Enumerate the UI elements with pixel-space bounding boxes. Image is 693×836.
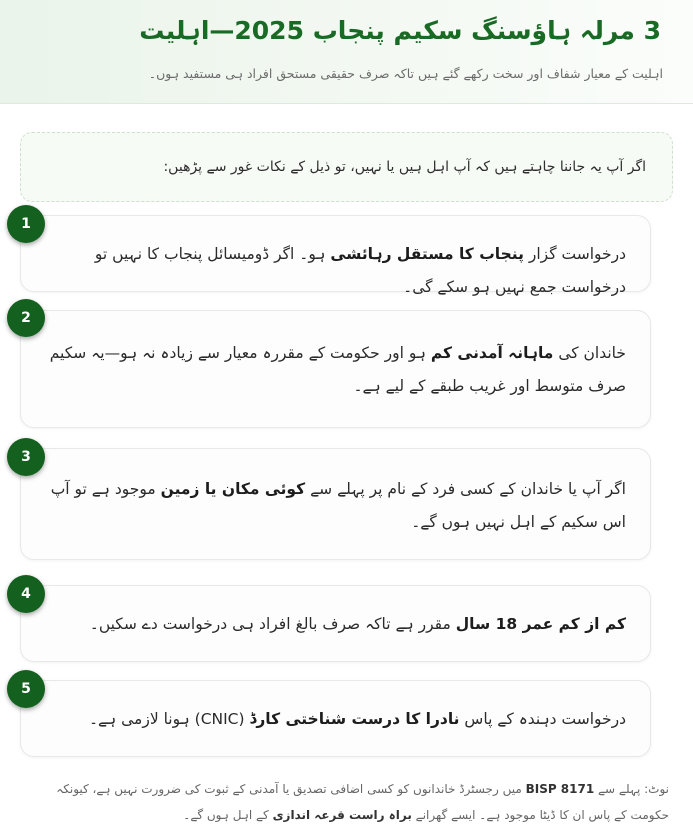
page-title: 3 مرلہ ہاؤسنگ سکیم پنجاب 2025—اہلیت <box>139 16 661 45</box>
criterion-text-part: درخواست دہندہ کے پاس <box>459 710 626 728</box>
note-emphasis: براہ راست قرعہ اندازی <box>272 808 412 822</box>
criterion-number-badge-2: 2 <box>7 299 45 337</box>
criterion-text-part: ہو۔ اگر ڈومیسائل پنجاب کا نہیں تو درخواست جمع نہیں ہو سکے گی۔ <box>94 245 626 296</box>
criterion-card-1 <box>20 215 651 296</box>
footer-note <box>29 776 669 828</box>
criterion-emphasis: کم از کم عمر 18 سال <box>455 615 626 633</box>
criterion-text-4 <box>46 608 626 641</box>
criterion-card-5 <box>20 680 651 757</box>
criterion-emphasis: پنجاب کا مستقل رہائشی <box>330 245 524 263</box>
criterion-text-part: خاندان کی <box>553 344 626 362</box>
criterion-emphasis: نادرا کا درست شناختی کارڈ <box>249 710 460 728</box>
note-emphasis: BISP 8171 <box>525 782 595 796</box>
criterion-text-3 <box>36 473 626 539</box>
criterion-card-4 <box>20 585 651 662</box>
criterion-card-2 <box>20 310 651 428</box>
intro-box <box>20 132 673 202</box>
note-text-part: کے اہل ہوں گے۔ <box>183 808 273 822</box>
criterion-emphasis: کوئی مکان یا زمین <box>160 480 306 498</box>
criterion-text-1 <box>46 238 626 304</box>
note-text-part: میں رجسٹرڈ خاندانوں کو کسی اضافی تصدیق یا آمدنی کے ثبوت کی ضرورت نہیں ہے، کیونکہ حکومت کے پاس ان کا ڈیٹا موجود ہے۔ ایسے گھرانے <box>56 782 669 822</box>
note-text-part: نوٹ: پہلے سے <box>594 782 669 796</box>
criterion-text-2 <box>36 337 626 403</box>
intro-text: اگر آپ یہ جاننا چاہتے ہیں کہ آپ اہل ہیں یا نہیں، تو ذیل کے نکات غور سے پڑھیں: <box>163 159 646 175</box>
criterion-number-badge-3: 3 <box>7 438 45 476</box>
page-subtitle: اہلیت کے معیار شفاف اور سخت رکھے گئے ہیں تاکہ صرف حقیقی مستحق افراد ہی مستفید ہوں۔ <box>148 66 663 81</box>
criterion-text-part: موجود ہے تو آپ اس سکیم کے اہل نہیں ہوں گے۔ <box>50 480 626 531</box>
criterion-text-part: اگر آپ یا خاندان کے کسی فرد کے نام پر پہلے سے <box>305 480 626 498</box>
criterion-number-badge-1: 1 <box>7 205 45 243</box>
criterion-text-part: ہو اور حکومت کے مقررہ معیار سے زیادہ نہ ہو—یہ سکیم صرف متوسط اور غریب طبقے کے لیے ہے۔ <box>49 344 626 395</box>
criterion-emphasis: ماہانہ آمدنی کم <box>430 344 554 362</box>
criterion-number-badge-5: 5 <box>7 670 45 708</box>
criterion-card-3 <box>20 448 651 560</box>
page-header <box>0 0 693 104</box>
criterion-text-part: (CNIC) ہونا لازمی ہے۔ <box>88 710 250 728</box>
criterion-text-part: درخواست گزار <box>523 245 626 263</box>
criterion-number-badge-4: 4 <box>7 575 45 613</box>
criterion-text-part: مقرر ہے تاکہ صرف بالغ افراد ہی درخواست دے سکیں۔ <box>89 615 456 633</box>
criterion-text-5 <box>46 703 626 736</box>
